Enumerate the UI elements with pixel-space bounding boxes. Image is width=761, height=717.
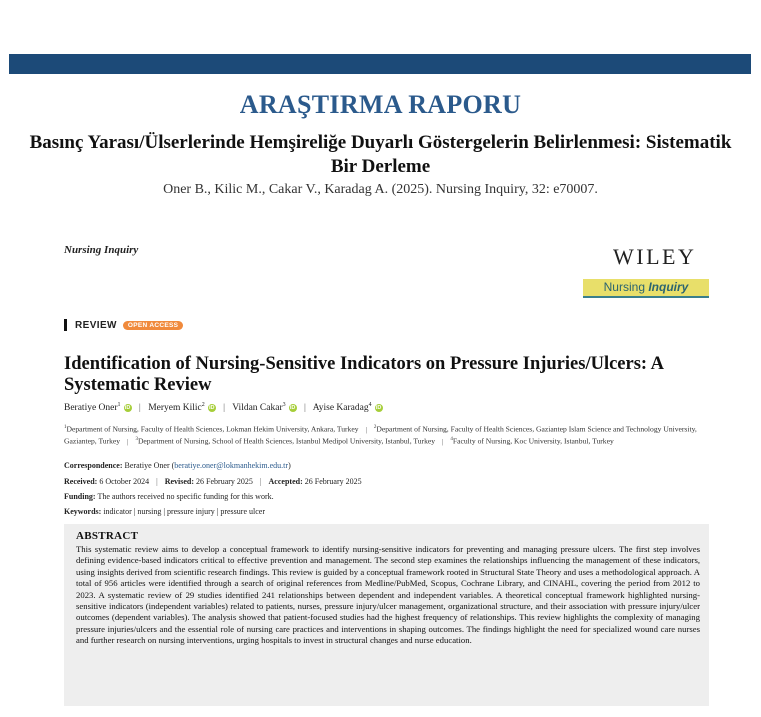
abstract-heading: ABSTRACT [76, 530, 139, 542]
received-date: 6 October 2024 [99, 477, 150, 486]
author-affiliation-number: 3 [282, 402, 286, 408]
affiliations [64, 423, 714, 447]
affiliation: Department of Nursing, Faculty of Health Sciences, Gaziantep Islam Science and Technology University, Gaziantep, Turkey [64, 424, 697, 446]
accepted-label: Accepted: [268, 477, 303, 486]
funding [64, 492, 274, 501]
report-title: ARAŞTIRMA RAPORU [239, 90, 522, 119]
orcid-icon[interactable]: iD [209, 404, 215, 411]
author[interactable] [313, 403, 383, 413]
keywords [64, 507, 265, 516]
affiliation-number: 2 [373, 425, 377, 430]
article-type: REVIEW [75, 319, 117, 331]
open-access-badge: OPEN ACCESS [123, 321, 183, 330]
abstract-text: This systematic review aims to develop a conceptual framework to identify nursing-sensitive indicators for preventing and managing pressure ulcers. The first step involves defining evidence-based indicators critical to effective prevention and management. The second step examines the relationships influencing the management of these indicators, using insights derived from scientific research findings. This review is guided by a conceptual framework rooted in Structural State Theory and uses a methodological approach. A total of 956 articles were identified through a search of original references from Medline/PubMed, Scopus, Cochrane Library, and CINAHL, covering the period from 2012 to 2023. A systematic review of 29 studies identified 241 relationships between dependent and independent variables. A theoretical conceptual framework highlighted nursing-sensitive indicators (independent variables) related to patients, nurses, pressure injury/ulcer management, organizational structure, and their association with pressure injury/ulcer outcomes (dependent variables). The analysis showed that patient-focused studies had the highest frequency of relationships. This review highlights the complexity of managing pressure injuries/ulcers and the essential role of nursing care practices and interventions in shaping outcomes. The findings highlight the need for specialized wound care nurses and further research on nursing interventions, urging hospitals to invest in structural changes and nurse education. [76, 544, 700, 646]
affiliation-number: 4 [450, 437, 453, 443]
journal-badge-word2: Inquiry [648, 280, 689, 294]
orcid-icon[interactable]: iD [124, 404, 131, 411]
funding-label: Funding: [64, 492, 96, 501]
correspondence-name: Beratiye Oner ( [124, 461, 175, 470]
journal-badge-word1: Nursing [603, 280, 649, 294]
affiliation: Faculty of Nursing, Koc University, Istanbul, Turkey [452, 436, 614, 446]
author-separator: | [303, 403, 306, 414]
keywords-label: Keywords: [64, 507, 102, 516]
publisher-logo: WILEY [613, 244, 697, 269]
author-affiliation-number: 4 [368, 402, 372, 408]
journal-name: Nursing Inquiry [64, 244, 139, 256]
author-separator: | [138, 403, 141, 414]
article-dates [64, 477, 362, 486]
revised-label: Revised: [164, 477, 195, 486]
affiliation: Department of Nursing, School of Health Sciences, Istanbul Medipol University, Istanbul, Turkey [137, 436, 436, 446]
orcid-icon[interactable]: iD [289, 404, 296, 411]
affiliation-separator: | [441, 436, 444, 446]
affiliation-separator: | [365, 424, 367, 434]
journal-badge [583, 279, 709, 298]
received-label: Received: [64, 477, 98, 486]
funding-text: The authors received no specific funding for this work. [97, 492, 274, 501]
affiliation-number: 1 [64, 425, 67, 430]
article-type-marker [64, 319, 67, 331]
author-affiliation-number: 1 [117, 402, 121, 408]
keywords-text: indicator | nursing | pressure injury | pressure ulcer [103, 507, 265, 516]
report-subtitle: Basınç Yarası/Ülserlerinde Hemşireliğe Duyarlı Göstergelerin Belirlenmesi: Sistematik Bir Derleme [29, 132, 732, 177]
correspondence-close: ) [288, 461, 291, 470]
author-name[interactable]: Beratiye Oner [64, 403, 118, 414]
top-banner-bar [9, 54, 751, 74]
author-affiliation-number: 2 [201, 402, 205, 408]
author[interactable] [232, 403, 296, 413]
correspondence [64, 461, 291, 470]
author-name[interactable]: Meryem Kilic [148, 403, 202, 414]
author-list [64, 402, 383, 413]
abstract-box [64, 524, 709, 706]
author-separator: | [223, 403, 226, 414]
date-separator: | [156, 477, 158, 486]
author-name[interactable]: Vildan Cakar [232, 403, 283, 414]
author[interactable] [64, 403, 132, 413]
revised-date: 26 February 2025 [196, 477, 253, 486]
article-type-row [64, 319, 183, 331]
date-separator: | [259, 477, 262, 486]
author-name[interactable]: Ayise Karadag [312, 403, 369, 414]
affiliation-number: 3 [135, 437, 138, 443]
paper-title: Identification of Nursing-Sensitive Indicators on Pressure Injuries/Ulcers: A Systematic Review [64, 354, 664, 395]
orcid-icon[interactable]: iD [375, 404, 382, 411]
accepted-date: 26 February 2025 [304, 477, 362, 486]
correspondence-email-link[interactable]: beratiye.oner@lokmanhekim.edu.tr [174, 461, 289, 470]
affiliation-separator: | [127, 436, 129, 446]
correspondence-label: Correspondence: [64, 461, 123, 470]
author[interactable] [148, 403, 216, 413]
affiliation: Department of Nursing, Faculty of Health Sciences, Lokman Hekim University, Ankara, Turkey [66, 424, 359, 434]
report-citation: Oner B., Kilic M., Cakar V., Karadag A. (2025). Nursing Inquiry, 32: e70007. [163, 182, 598, 197]
